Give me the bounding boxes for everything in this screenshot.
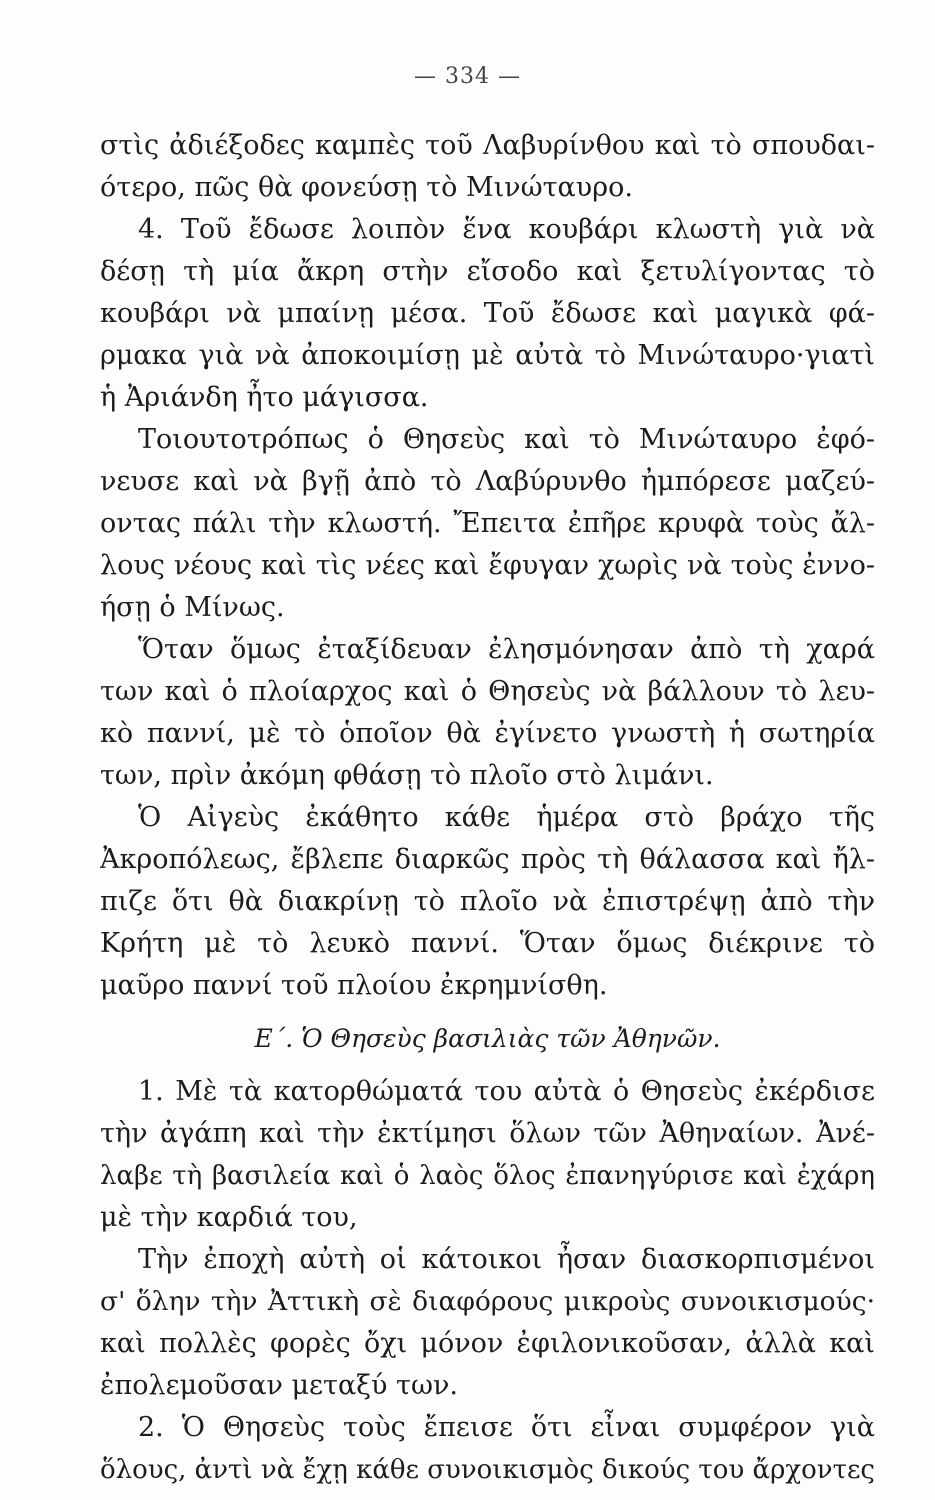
text-line: ότερο, πῶς θὰ φονεύσῃ τὸ Μινώταυρο.	[100, 172, 633, 203]
text-line: λους νέους καὶ τὶς νέες καὶ ἔφυγαν χωρὶς νὰ τοὺς ἐννο-	[100, 550, 875, 581]
text-line: Τοιουτοτρόπως ὁ Θησεὺς καὶ τὸ Μινώταυρο ἐφό-	[138, 424, 875, 455]
text-line: ἡ Ἀριάνδη ἦτο μάγισσα.	[100, 382, 429, 413]
text-line: οντας πάλι τὴν κλωστή. Ἔπειτα ἐπῆρε κρυφὰ τοὺς ἄλ-	[100, 508, 875, 539]
text-line: ὅλους, ἀντὶ νὰ ἔχῃ κάθε συνοικισμὸς δικούς του ἄρχοντες	[100, 1455, 875, 1485]
text-line: ρμακα γιὰ νὰ ἀποκοιμίσῃ μὲ αὐτὰ τὸ Μινώταυρο·γιατὶ	[100, 340, 875, 371]
text-line: των καὶ ὁ πλοίαρχος καὶ ὁ Θησεὺς νὰ βάλλουν τὸ λευ-	[100, 676, 875, 707]
text-line: 1. Μὲ τὰ κατορθώματά του αὐτὰ ὁ Θησεὺς ἐκέρδισε	[138, 1076, 875, 1107]
text-line: κουβάρι νὰ μπαίνῃ μέσα. Τοῦ ἔδωσε καὶ μαγικὰ φά-	[100, 298, 875, 329]
text-line: Κρήτη μὲ τὸ λευκὸ παννί. Ὅταν ὅμως διέκρινε τὸ	[100, 928, 875, 959]
text-line: λαβε τὴ βασιλεία καὶ ὁ λαὸς ὅλος ἐπανηγύρισε καὶ ἐχάρη	[100, 1161, 875, 1191]
text-line: νευσε καὶ νὰ βγῇ ἀπὸ τὸ Λαβύρυνθο ἠμπόρεσε μαζεύ-	[100, 466, 875, 497]
text-line: ήσῃ ὁ Μίνως.	[100, 592, 285, 623]
text-line: κὸ παννί, μὲ τὸ ὁποῖον θὰ ἐγίνετο γνωστὴ ἡ σωτηρία	[100, 718, 875, 749]
text-line: δέσῃ τὴ μία ἄκρη στὴν εἴσοδο καὶ ξετυλίγοντας τὸ	[100, 256, 875, 287]
text-line: ἐπολεμοῦσαν μεταξύ των.	[100, 1370, 458, 1401]
text-line: μαῦρο παννί τοῦ πλοίου ἐκρημνίσθη.	[100, 970, 608, 1001]
text-line: στὶς ἀδιέξοδες καμπὲς τοῦ Λαβυρίνθου καὶ τὸ σπουδαι-	[100, 130, 875, 161]
text-line: Ὅταν ὅμως ἐταξίδευαν ἐλησμόνησαν ἀπὸ τὴ χαρά	[138, 634, 875, 665]
text-line: πιζε ὅτι θὰ διακρίνῃ τὸ πλοῖο νὰ ἐπιστρέψῃ ἀπὸ τὴν	[100, 886, 875, 917]
text-line: 2. Ὁ Θησεὺς τοὺς ἔπεισε ὅτι εἶναι συμφέρον γιὰ	[138, 1412, 875, 1443]
text-line: των, πρὶν ἀκόμη φθάσῃ τὸ πλοῖο στὸ λιμάνι.	[100, 760, 714, 791]
section-heading: Ε΄. Ὁ Θησεὺς βασιλιὰς τῶν Ἀθηνῶν.	[254, 1024, 721, 1053]
text-line: Ἀκροπόλεως, ἔβλεπε διαρκῶς πρὸς τὴ θάλασσα καὶ ἤλ-	[100, 844, 875, 875]
text-line: Τὴν ἐποχὴ αὐτὴ οἱ κάτοικοι ἦσαν διασκορπισμένοι	[138, 1244, 875, 1275]
text-line: μὲ τὴν καρδιά του,	[100, 1202, 358, 1233]
text-line: σ' ὅλην τὴν Ἀττικὴ σὲ διαφόρους μικροὺς συνοικισμούς·	[100, 1286, 875, 1317]
text-line: Ὁ Αἰγεὺς ἐκάθητο κάθε ἡμέρα στὸ βράχο τῆς	[138, 802, 875, 833]
text-line: τὴν ἀγάπη καὶ τὴν ἐκτίμησι ὅλων τῶν Ἀθηναίων. Ἀνέ-	[100, 1118, 875, 1149]
text-line: 4. Τοῦ ἔδωσε λοιπὸν ἕνα κουβάρι κλωστὴ γιὰ νὰ	[138, 214, 875, 245]
text-line: καὶ πολλὲς φορὲς ὄχι μόνον ἐφιλονικοῦσαν, ἀλλὰ καὶ	[100, 1328, 875, 1359]
page-number: — 334 —	[414, 64, 521, 89]
